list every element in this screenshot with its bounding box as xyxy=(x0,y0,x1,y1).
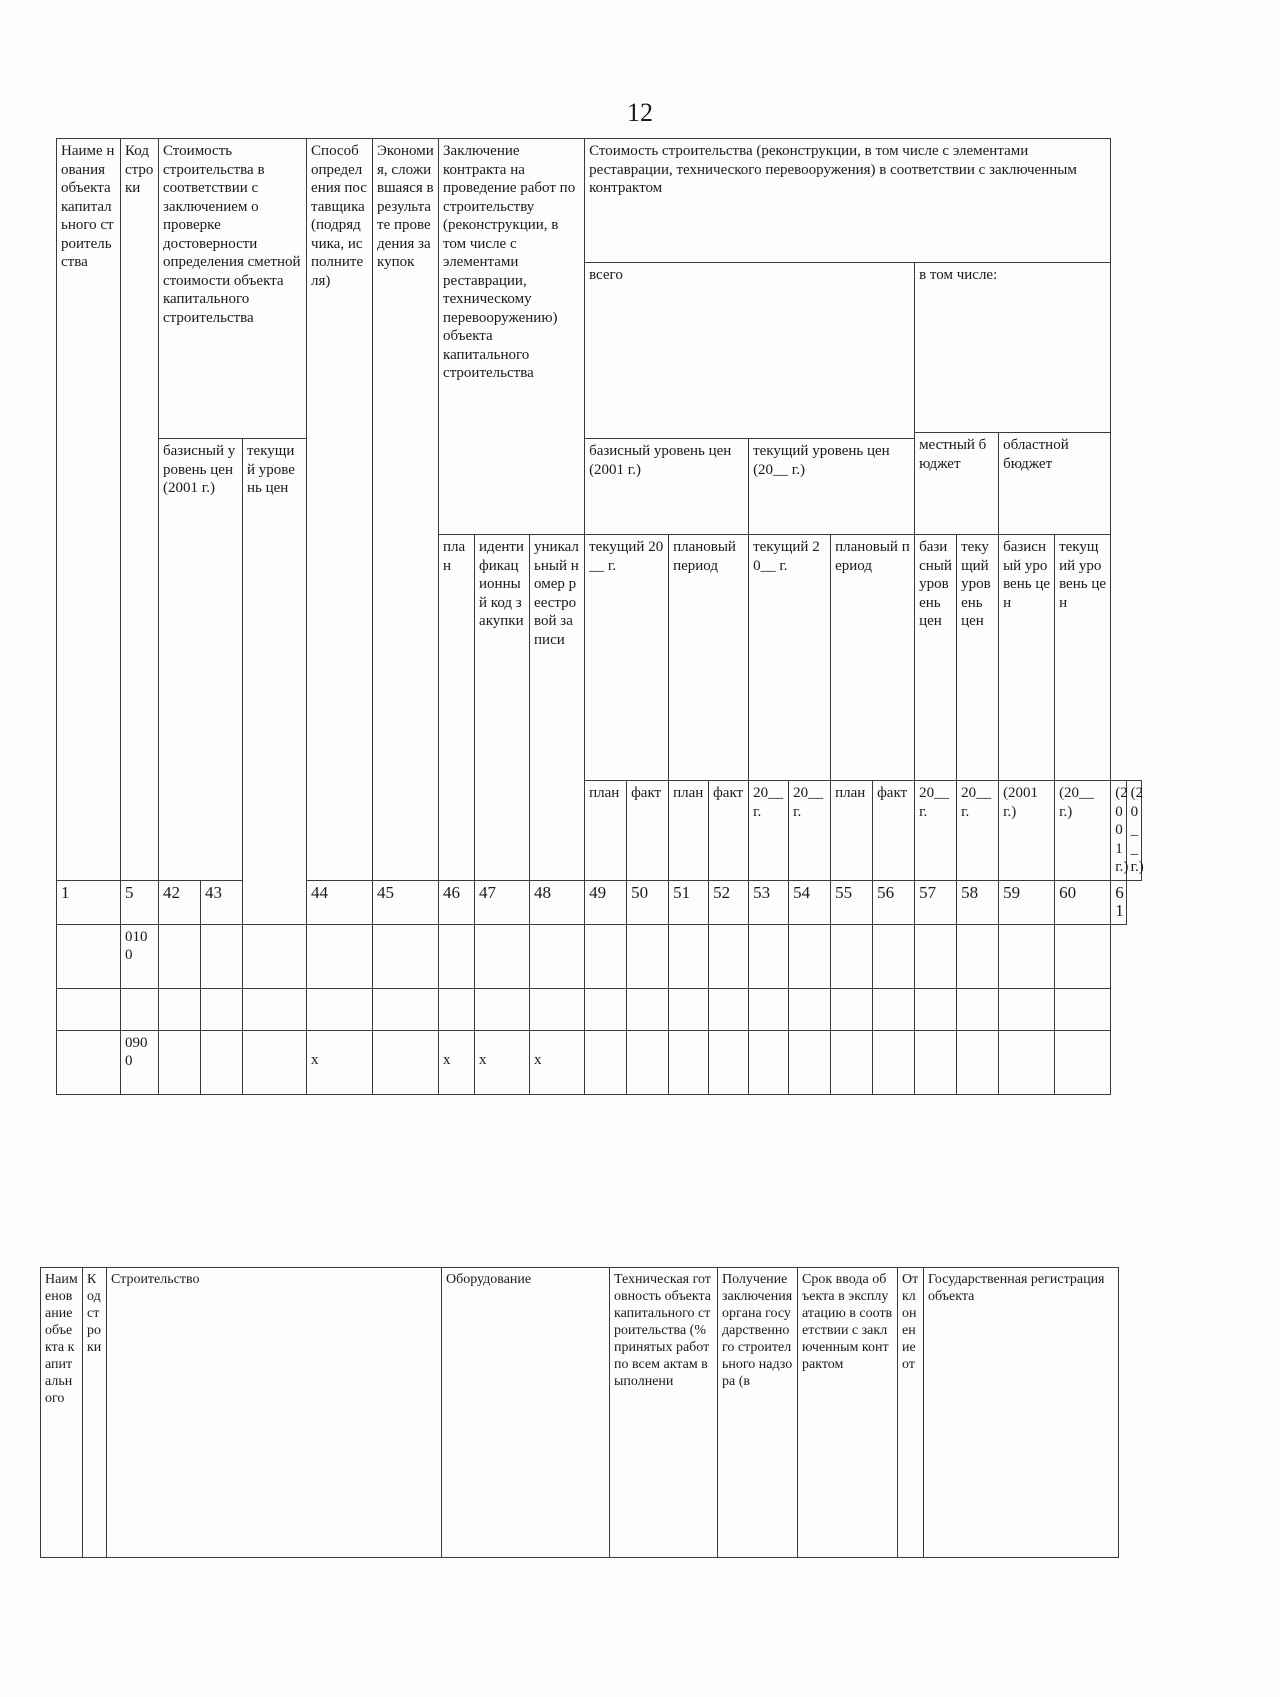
col-number: 44 xyxy=(307,880,373,924)
header-plan: план xyxy=(585,781,627,881)
header-tech-ready: Техническая готовность объекта капитального строительства (% принятых работ по всем актам выполнени xyxy=(610,1268,718,1558)
col-number: 45 xyxy=(373,880,439,924)
col-number: 52 xyxy=(709,880,749,924)
header-regional-20: (20__ г.) xyxy=(1126,781,1141,881)
row-code: 0900 xyxy=(121,1030,159,1094)
col-number: 61 xyxy=(1111,880,1126,924)
header-regional-budget: областной бюджет xyxy=(999,433,1111,535)
header-row-code-2: Код строки xyxy=(83,1268,107,1558)
x-mark: х xyxy=(475,1030,530,1094)
header-conclusion: Получение заключения органа государственного строительного надзора (в xyxy=(718,1268,798,1558)
table-row xyxy=(57,1030,1142,1094)
header-current-year-a: текущий 20__ г. xyxy=(585,535,669,781)
header-regional-2001: (2001 г.) xyxy=(1111,781,1126,881)
header-regional-base: базисный уровень цен xyxy=(999,535,1055,781)
header-construction: Строительство xyxy=(107,1268,442,1558)
x-mark: х xyxy=(307,1030,373,1094)
header-local-20: (20__ г.) xyxy=(1055,781,1111,881)
header-year-a1: 20__ г. xyxy=(749,781,789,881)
header-year-b1: 20__ г. xyxy=(915,781,957,881)
header-equipment: Оборудование xyxy=(442,1268,610,1558)
top-table xyxy=(56,138,1142,1095)
col-number: 58 xyxy=(957,880,999,924)
page-number: 12 xyxy=(627,98,653,127)
col-number: 47 xyxy=(475,880,530,924)
col-number: 50 xyxy=(627,880,669,924)
header-current-20: текущий уровень цен (20__ г.) xyxy=(749,439,915,535)
header-year-b2: 20__ г. xyxy=(957,781,999,881)
col-number: 56 xyxy=(873,880,915,924)
col-number: 48 xyxy=(530,880,585,924)
header-year-a2: 20__ г. xyxy=(789,781,831,881)
col-number: 59 xyxy=(999,880,1055,924)
header-plan-period-b: плановый период xyxy=(831,535,915,781)
header-current-level: текущий уровень цен xyxy=(243,439,307,925)
header-cost-contract: Стоимость строительства (реконструкции, в том числе с элементами реставрации, технического перевооружения) в соответствии с заключенным контрактом xyxy=(585,139,1111,263)
header-ident-code: идентификационный код закупки xyxy=(475,535,530,881)
header-deviation: Отклонение от xyxy=(898,1268,924,1558)
header-registration: Государственная регистрация объекта xyxy=(924,1268,1119,1558)
col-number: 60 xyxy=(1055,880,1111,924)
col-number: 57 xyxy=(915,880,957,924)
header-plan-period-a: плановый период xyxy=(669,535,749,781)
col-number: 42 xyxy=(159,880,201,924)
header-fact: факт xyxy=(627,781,669,881)
header-plan-a: план xyxy=(669,781,709,881)
col-number: 43 xyxy=(201,880,243,924)
col-number: 1 xyxy=(57,880,121,924)
header-fact-b: факт xyxy=(873,781,915,881)
header-object-name-2: Наименование объекта капитального xyxy=(41,1268,83,1558)
col-number: 49 xyxy=(585,880,627,924)
col-number: 46 xyxy=(439,880,475,924)
header-regional-current: текущий уровень цен xyxy=(1055,535,1111,781)
col-number: 5 xyxy=(121,880,159,924)
row-code: 0100 xyxy=(121,924,159,988)
col-number: 54 xyxy=(789,880,831,924)
header-deadline: Срок ввода объекта в эксплуатацию в соответствии с заключенным контрактом xyxy=(798,1268,898,1558)
table-row xyxy=(57,924,1142,988)
header-unique-reg: уникальный номер реестровой записи xyxy=(530,535,585,881)
header-object-name: Наиме нования объекта капитального строительства xyxy=(57,139,121,881)
header-fact-a: факт xyxy=(709,781,749,881)
header-cost-expert: Стоимость строительства в соответствии с заключением о проверке достоверности определения сметной стоимости объекта капитального строительства xyxy=(159,139,307,439)
header-current-year-b: текущий 20__ г. xyxy=(749,535,831,781)
col-number: 51 xyxy=(669,880,709,924)
header-total: всего xyxy=(585,263,915,439)
header-contract: Заключение контракта на проведение работ по строительству (реконструкции, в том числе с элементами реставрации, техническому перевооружению) объекта капитального строительства xyxy=(439,139,585,535)
header-local-base: базисный уровень цен xyxy=(915,535,957,781)
header-local-current: текущий уровень цен xyxy=(957,535,999,781)
row-code xyxy=(121,988,159,1030)
header-including: в том числе: xyxy=(915,263,1111,433)
col-number: 53 xyxy=(749,880,789,924)
header-economy: Экономия, сложившаяся в результате проведения закупок xyxy=(373,139,439,881)
col-number: 55 xyxy=(831,880,873,924)
x-mark: х xyxy=(530,1030,585,1094)
header-local-2001: (2001 г.) xyxy=(999,781,1055,881)
table-row xyxy=(57,988,1142,1030)
header-local-budget: местный бюджет xyxy=(915,433,999,535)
bottom-table xyxy=(40,1267,1119,1558)
header-contract-plan: план xyxy=(439,535,475,881)
x-mark: х xyxy=(439,1030,475,1094)
header-row-code: Код строки xyxy=(121,139,159,881)
header-plan-b: план xyxy=(831,781,873,881)
header-base-level-2001: базисный уровень цен (2001 г.) xyxy=(159,439,243,881)
header-base-2001: базисный уровень цен (2001 г.) xyxy=(585,439,749,535)
header-supplier-method: Способ определения поставщика (подрядчика, исполнителя) xyxy=(307,139,373,881)
